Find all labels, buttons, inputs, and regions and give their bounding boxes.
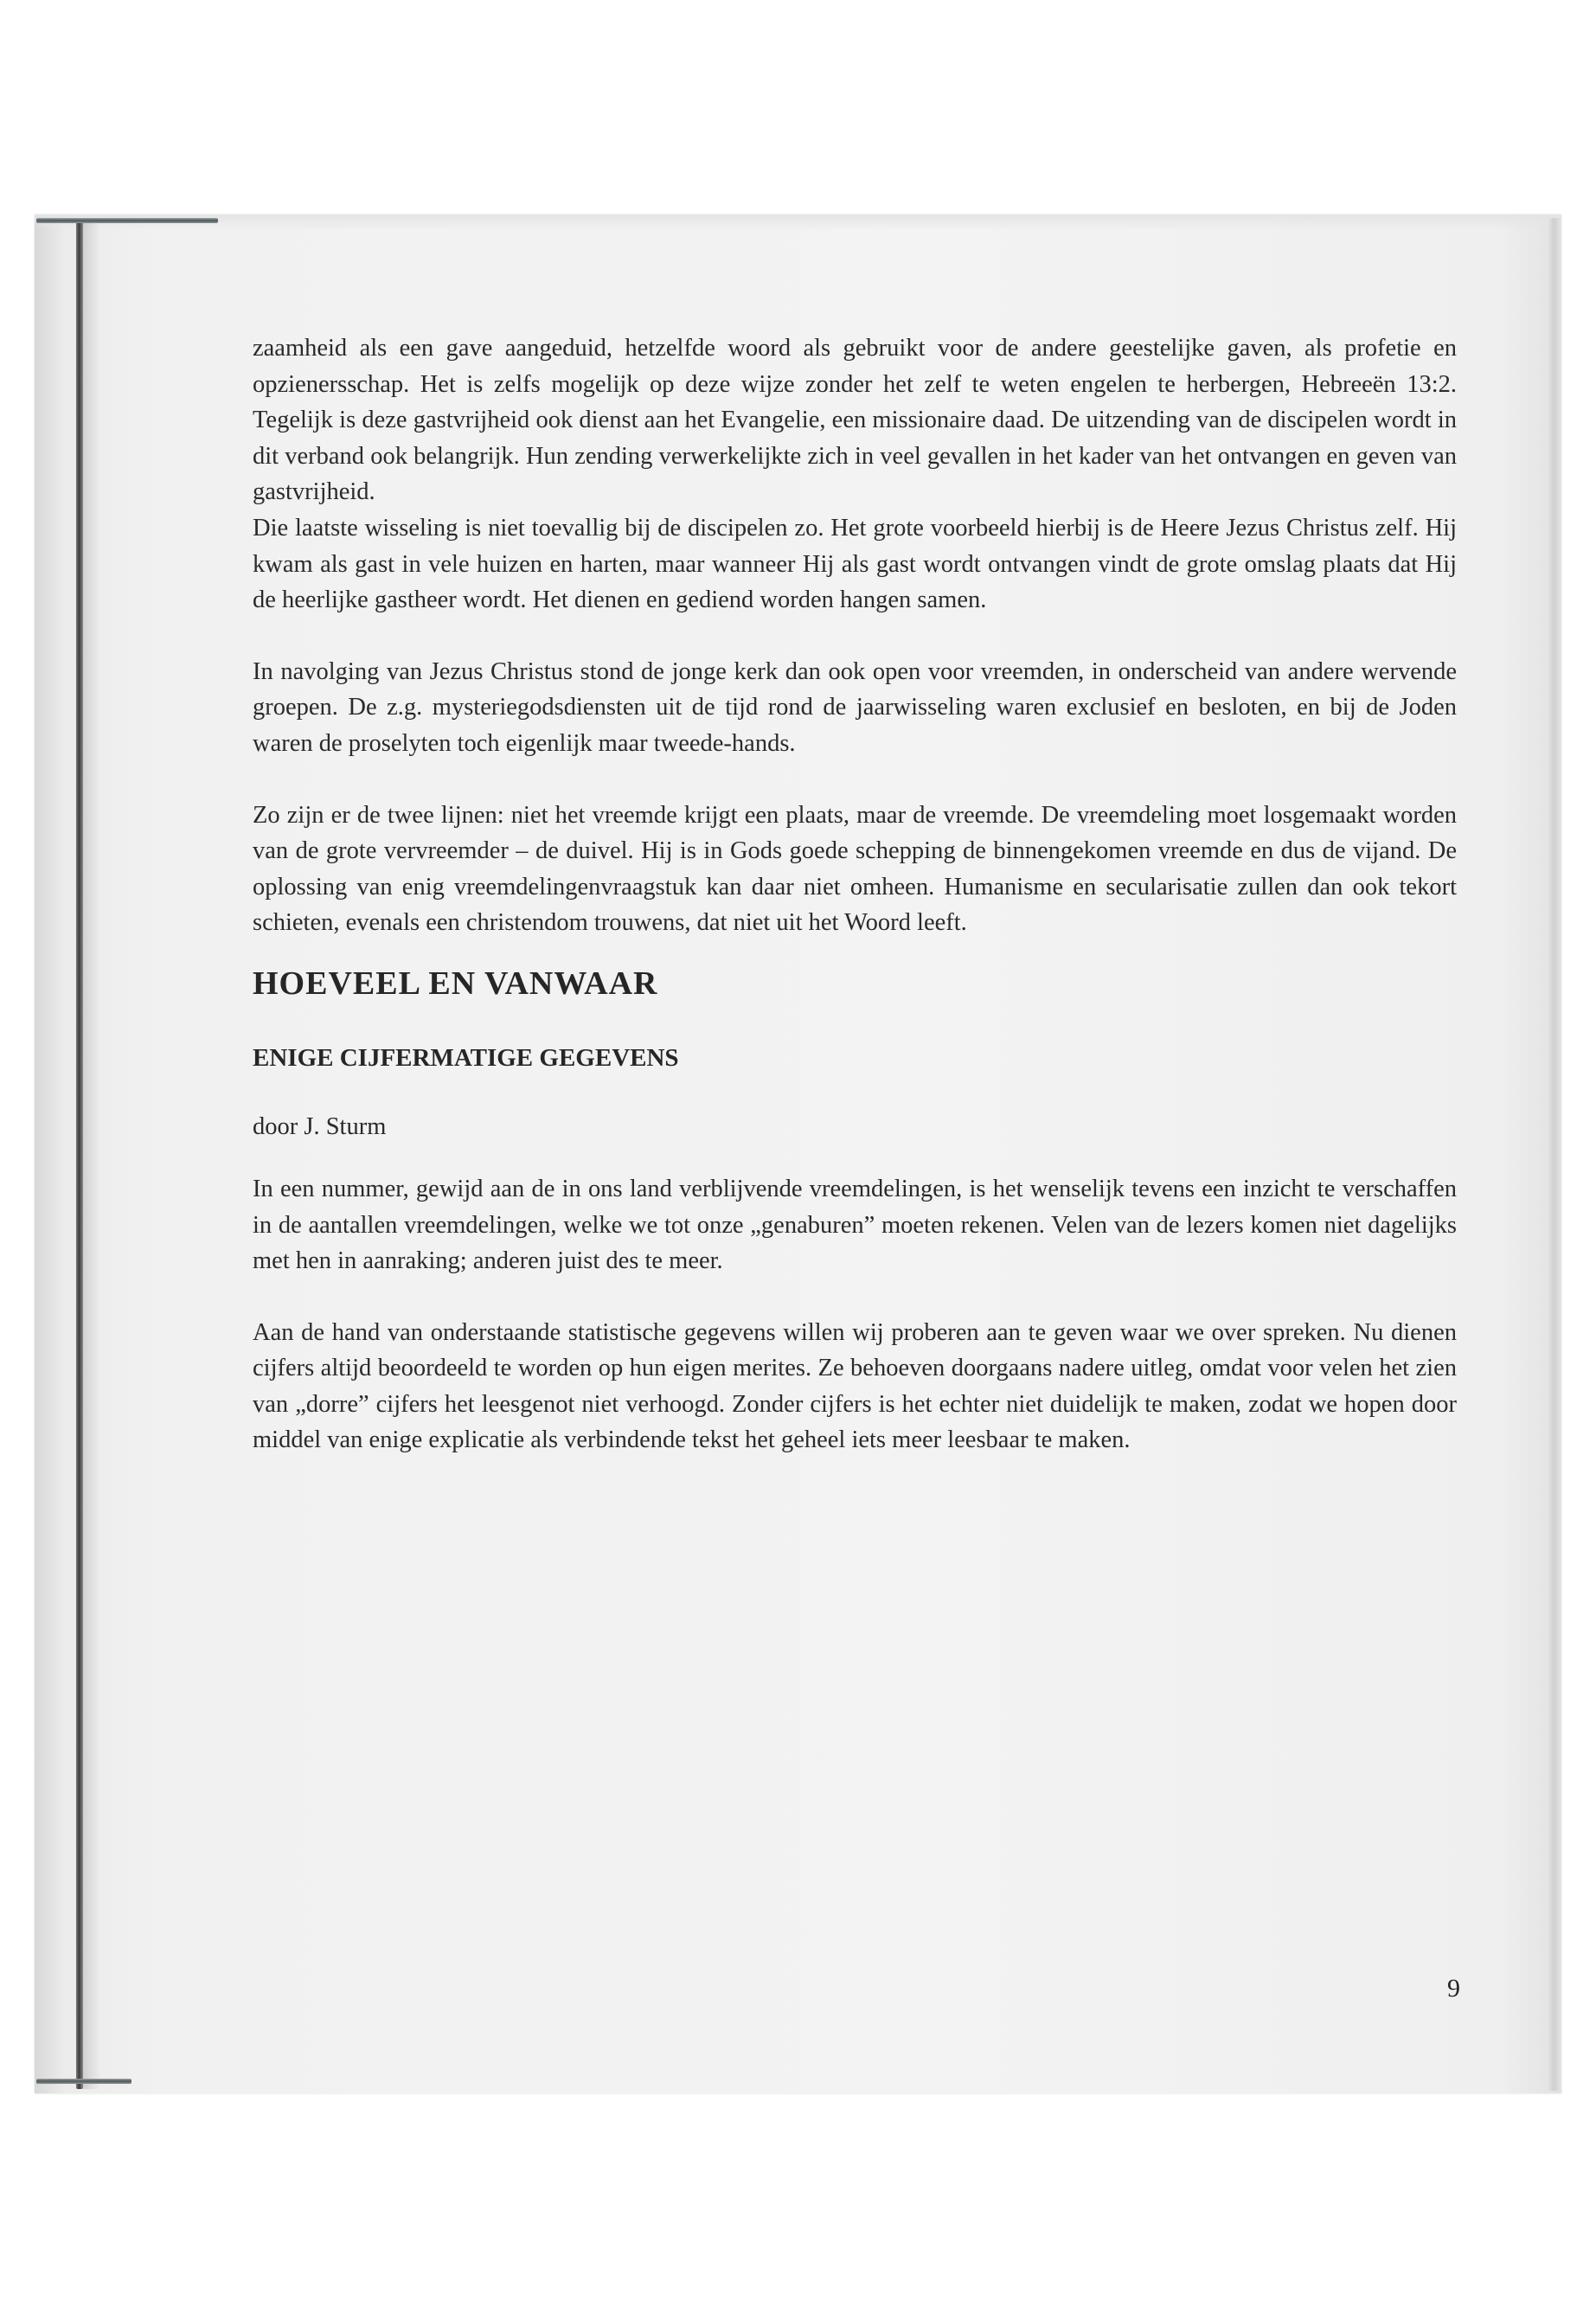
paragraph: In navolging van Jezus Christus stond de jonge kerk dan ook open voor vreemden, in onderscheid van andere wervende groepen. De z.g. mysteriegodsdiensten uit de tijd rond de jaarwisseling waren exclusief en besloten, en bij de Joden waren de proselyten toch eigenlijk maar tweede-hands. — [253, 657, 1457, 757]
paragraph: Zo zijn er de twee lijnen: niet het vreemde krijgt een plaats, maar de vreemde. De vreemdeling moet losgemaakt worden van de grote vervreemder – de duivel. Hij is in Gods goede schepping de binnengekomen vreemde en dus de vijand. De oplossing van enig vreemdelingenvraagstuk kan daar niet omheen. Humanisme en secularisatie zullen dan ook tekort schieten, evenals een christendom trouwens, dat niet uit het Woord leeft. — [253, 801, 1457, 937]
article-body — [253, 330, 1457, 1458]
page-stack-edge — [1547, 218, 1561, 2091]
staple-top — [36, 218, 218, 223]
section-subheading: ENIGE CIJFERMATIGE GEGEVENS — [253, 1043, 679, 1072]
author-byline: door J. Sturm — [253, 1112, 387, 1140]
spine-shadow — [83, 221, 100, 2089]
paragraph: Aan de hand van onderstaande statistische gegevens willen wij proberen aan te geven waar we over spreken. Nu dienen cijfers altijd beoordeeld te worden op hun eigen merites. Ze behoeven doorgaans nadere uitleg, omdat voor velen het zien van „dorre” cijfers het leesgenot niet verhoogd. Zonder cijfers is het echter niet duidelijk te maken, zodat we hopen door middel van enige explicatie als verbindende tekst het geheel iets meer leesbaar te maken. — [253, 1318, 1457, 1454]
section-heading: HOEVEEL EN VANWAAR — [253, 965, 658, 1002]
page-number: 9 — [1447, 1974, 1460, 2003]
paragraph: In een nummer, gewijd aan de in ons land verblijvende vreemdelingen, is het wenselijk tevens een inzicht te verschaffen in de aantallen vreemdelingen, welke we tot onze „genaburen” moeten rekenen. Velen van de lezers komen niet dagelijks met hen in aanraking; anderen juist des te meer. — [253, 1175, 1457, 1275]
binding-spine — [76, 221, 83, 2089]
paragraph-gap — [253, 1279, 1457, 1315]
page-top-shade — [35, 215, 1561, 230]
paragraph: zaamheid als een gave aangeduid, hetzelfde woord als gebruikt voor de andere geestelijke gaven, als profetie en opzienersschap. Het is zelfs mogelijk op deze wijze zonder het zelf te weten engelen te herbergen, Hebreeën 13:2. Tegelijk is deze gastvrijheid ook dienst aan het Evangelie, een missionaire daad. De uitzending van de discipelen wordt in dit verband ook belangrijk. Hun zending verwerkelijkte zich in veel gevallen in het kader van het ontvangen en geven van gastvrijheid. — [253, 335, 1457, 506]
paragraph: Die laatste wisseling is niet toevallig bij de discipelen zo. Het grote voorbeeld hierbij is de Heere Jezus Christus zelf. Hij kwam als gast in vele huizen en harten, maar wanneer Hij als gast wordt ontvangen vindt de grote omslag plaats dat Hij de heerlijke gastheer wordt. Het dienen en gediend worden hangen samen. — [253, 514, 1457, 614]
staple-bottom — [36, 2079, 131, 2084]
paragraph-gap — [253, 619, 1457, 654]
paragraph-gap — [253, 1145, 1457, 1171]
paragraph-gap — [253, 762, 1457, 798]
